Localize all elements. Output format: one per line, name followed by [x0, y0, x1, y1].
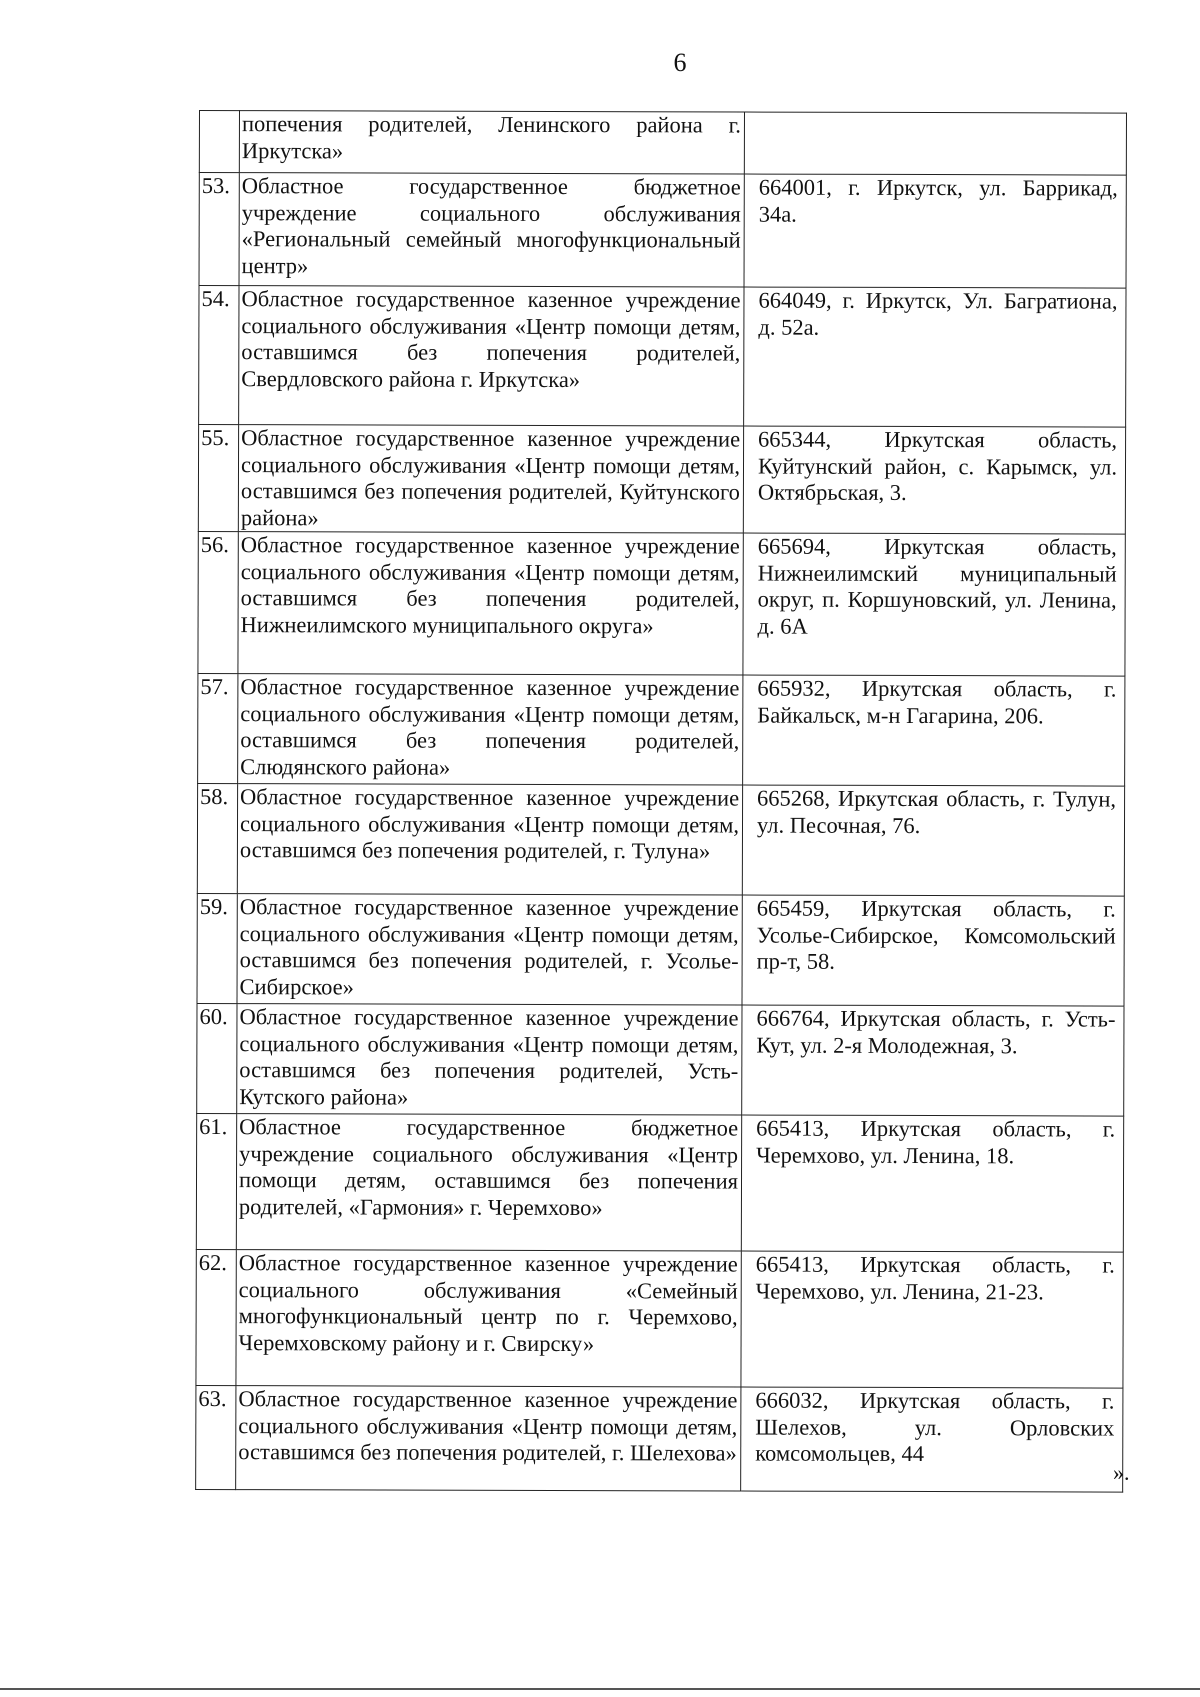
- table-row: [198, 425, 1125, 535]
- row-number-cell: 55.: [198, 425, 238, 532]
- page-number: 6: [673, 48, 687, 77]
- institution-name-cell: Областное государственное казенное учреждение социального обслуживания «Семейный многофункциональный центр по г. Черемхово, Черемховскому району и г. Свирску»: [236, 1250, 741, 1387]
- address-cell: 665932, Иркутская область, г. Байкальск, м-н Гагарина, 206.: [743, 675, 1125, 786]
- address-cell: 666032, Иркутская область, г. Шелехов, ул. Орловских комсомольцев, 44: [741, 1387, 1123, 1492]
- address-cell: 665459, Иркутская область, г. Усолье-Сибирское, Комсомольский пр-т, 58.: [742, 895, 1124, 1006]
- address-cell: 665344, Иркутская область, Куйтунский район, с. Карымск, ул. Октябрьская, 3.: [743, 426, 1125, 534]
- institution-name-cell: Областное государственное казенное учреждение социального обслуживания «Центр помощи детям, оставшимся без попечения родителей, Слюдянского района»: [238, 674, 743, 785]
- table-row: [199, 286, 1126, 428]
- address-cell: 664049, г. Иркутск, Ул. Багратиона, д. 52а.: [744, 287, 1126, 427]
- institution-name-cell: Областное государственное казенное учреждение социального обслуживания «Центр помощи детям, оставшимся без попечения родителей, г. Шелехова»: [236, 1386, 741, 1491]
- institution-name-cell: Областное государственное казенное учреждение социального обслуживания «Центр помощи детям, оставшимся без попечения родителей, г. Тулуна»: [237, 784, 742, 895]
- institution-name-cell: Областное государственное казенное учреждение социального обслуживания «Центр помощи детям, оставшимся без попечения родителей, Свердловского района г. Иркутска»: [239, 286, 744, 426]
- row-number-cell: 62.: [196, 1249, 236, 1385]
- table-row: [198, 673, 1125, 786]
- row-number-cell: 56.: [198, 531, 238, 673]
- table-row: [199, 111, 1126, 176]
- institution-name-cell: Областное государственное казенное учреждение социального обслуживания «Центр помощи детям, оставшимся без попечения родителей, г. Усолье-Сибирское»: [237, 894, 742, 1005]
- table-row: [196, 1385, 1123, 1492]
- address-cell: 665268, Иркутская область, г. Тулун, ул. Песочная, 76.: [742, 785, 1124, 896]
- row-number-cell: 59.: [197, 893, 237, 1003]
- row-number-cell: 53.: [199, 173, 239, 286]
- address-cell: [744, 112, 1126, 175]
- institution-name-cell: попечения родителей, Ленинского района г. Иркутска»: [239, 111, 744, 174]
- row-number-cell: 60.: [197, 1003, 237, 1113]
- address-cell: 664001, г. Иркутск, ул. Баррикад, 34а.: [744, 174, 1126, 288]
- institution-name-cell: Областное государственное казенное учреждение социального обслуживания «Центр помощи детям, оставшимся без попечения родителей, Усть-Кутского района»: [237, 1004, 742, 1115]
- closing-quote-mark: ».: [1113, 1460, 1130, 1485]
- row-number-cell: [199, 111, 239, 173]
- address-cell: 665413, Иркутская область, г. Черемхово, ул. Ленина, 18.: [741, 1115, 1123, 1252]
- institution-name-cell: Областное государственное казенное учреждение социального обслуживания «Центр помощи детям, оставшимся без попечения родителей, Куйтунского района»: [238, 425, 743, 533]
- table-row: [196, 1249, 1123, 1388]
- row-number-cell: 54.: [199, 286, 239, 425]
- institution-name-cell: Областное государственное бюджетное учреждение социального обслуживания «Центр помощи детям, оставшимся без попечения родителей, «Гармония» г. Черемхово»: [236, 1114, 741, 1251]
- row-number-cell: 58.: [197, 783, 237, 893]
- bottom-divider: [0, 1688, 1200, 1690]
- address-cell: 666764, Иркутская область, г. Усть-Кут, ул. 2-я Молодежная, 3.: [742, 1005, 1124, 1116]
- table-row: [198, 531, 1125, 676]
- address-cell: 665413, Иркутская область, г. Черемхово, ул. Ленина, 21-23.: [741, 1251, 1123, 1388]
- institutions-table: [195, 110, 1127, 1493]
- row-number-cell: 57.: [198, 673, 238, 783]
- table-body: [196, 111, 1127, 1493]
- table-row: [199, 173, 1126, 289]
- institution-name-cell: Областное государственное бюджетное учреждение социального обслуживания «Региональный семейный многофункциональный центр»: [239, 173, 744, 287]
- table-row: [197, 1003, 1124, 1116]
- institution-name-cell: Областное государственное казенное учреждение социального обслуживания «Центр помощи детям, оставшимся без попечения родителей, Нижнеилимского муниципального округа»: [238, 532, 743, 675]
- table-row: [197, 783, 1124, 896]
- row-number-cell: 63.: [196, 1385, 236, 1489]
- row-number-cell: 61.: [196, 1113, 236, 1249]
- table-row: [196, 1113, 1123, 1252]
- table-row: [197, 893, 1124, 1006]
- institutions-table-wrapper: [195, 110, 1127, 1493]
- address-cell: 665694, Иркутская область, Нижнеилимский муниципальный округ, п. Коршуновский, ул. Ленина, д. 6А: [743, 533, 1125, 676]
